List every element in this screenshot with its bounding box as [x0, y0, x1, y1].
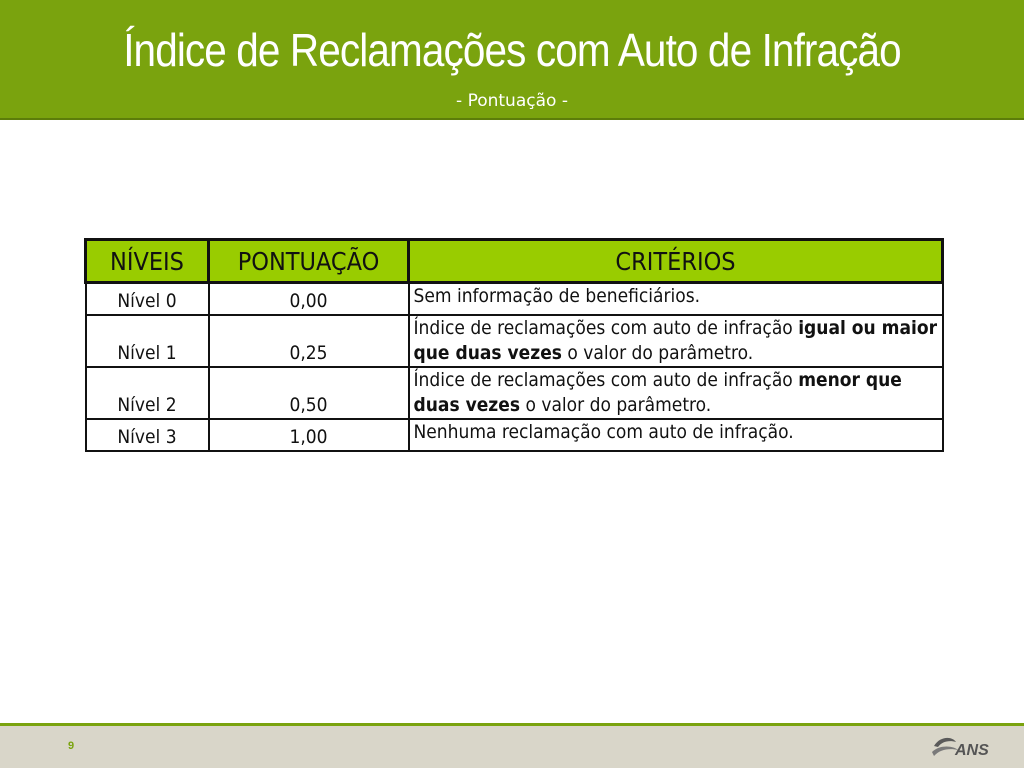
score-cell: 0,50	[209, 367, 409, 419]
criteria-cell	[409, 315, 943, 367]
criteria-text: o valor do parâmetro.	[561, 342, 754, 364]
criteria-emphasis: menor que duas vezes	[413, 369, 902, 416]
criteria-table	[84, 238, 944, 452]
column-header-levels: NÍVEIS	[86, 240, 209, 283]
ans-logo-icon	[930, 732, 1000, 762]
level-cell: Nível 3	[86, 419, 209, 451]
criteria-cell	[409, 283, 943, 316]
criteria-text: Nenhuma reclamação com auto de infração.	[413, 421, 794, 443]
logo-text: ANS	[955, 742, 989, 759]
level-cell: Nível 0	[86, 283, 209, 316]
page-number: 9	[68, 740, 75, 752]
score-cell: 0,25	[209, 315, 409, 367]
slide-title: Índice de Reclamações com Auto de Infração	[123, 24, 901, 76]
column-header-criteria: CRITÉRIOS	[409, 240, 943, 283]
level-cell: Nível 1	[86, 315, 209, 367]
level-cell: Nível 2	[86, 367, 209, 419]
table-row	[86, 315, 943, 367]
table-row	[86, 367, 943, 419]
criteria-text: o valor do parâmetro.	[520, 394, 712, 416]
criteria-cell	[409, 367, 943, 419]
table-header-row	[86, 240, 943, 283]
criteria-text: Índice de reclamações com auto de infração	[413, 317, 799, 339]
criteria-cell	[409, 419, 943, 451]
score-cell: 1,00	[209, 419, 409, 451]
criteria-text: Índice de reclamações com auto de infração	[413, 369, 799, 391]
slide-header	[0, 0, 1024, 120]
table-row	[86, 283, 943, 316]
slide-subtitle: - Pontuação -	[456, 91, 568, 111]
criteria-text: Sem informação de beneficiários.	[413, 285, 701, 307]
table-row	[86, 419, 943, 451]
column-header-score: PONTUAÇÃO	[209, 240, 409, 283]
criteria-emphasis: igual ou maior que duas vezes	[413, 317, 938, 364]
score-cell: 0,00	[209, 283, 409, 316]
slide-footer	[0, 726, 1024, 768]
